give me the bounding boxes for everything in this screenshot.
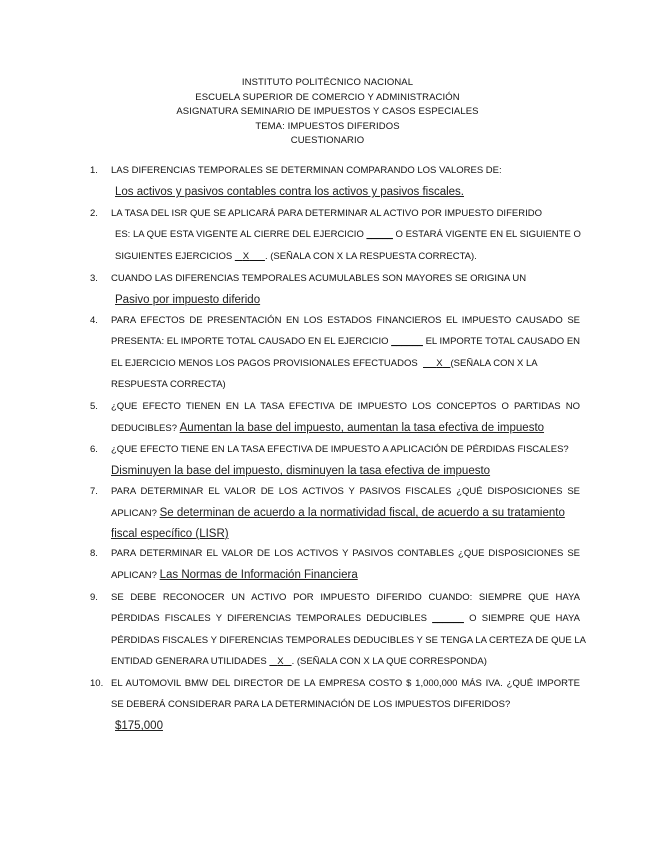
answer-blank: ______ bbox=[391, 336, 423, 347]
question-text: O SIEMPRE QUE HAYA bbox=[469, 613, 581, 624]
question-text: . (SEÑALA CON X LA QUE CORRESPONDA) bbox=[291, 656, 487, 667]
answer-mark: X bbox=[277, 656, 284, 667]
answer-text: Se determinan de acuerdo a la normatividad fiscal, de acuerdo a su tratamiento bbox=[159, 507, 565, 519]
answer-blank: _____ bbox=[366, 229, 393, 240]
question-text: SIGUIENTES EJERCICIOS bbox=[115, 251, 233, 262]
question-text: PARA EFECTOS DE PRESENTACIÓN EN LOS ESTADOS FINANCIEROS EL IMPUESTO CAUSADO SE bbox=[111, 315, 580, 326]
question-text: PRESENTA: EL IMPORTE TOTAL CAUSADO EN EL EJERCICIO bbox=[111, 336, 389, 347]
question-number: 3. bbox=[90, 273, 98, 284]
question-number: 6. bbox=[90, 444, 98, 455]
question-number: 7. bbox=[90, 486, 98, 497]
question-text: RESPUESTA CORRECTA) bbox=[111, 379, 226, 390]
question-text: PARA DETERMINAR EL VALOR DE LOS ACTIVOS Y PASIVOS CONTABLES ¿QUE DISPOSICIONES SE bbox=[111, 548, 580, 559]
question-text: ¿QUE EFECTO TIENE EN LA TASA EFECTIVA DE IMPUESTO A APLICACIÓN DE PÉRDIDAS FISCALES? bbox=[111, 444, 569, 455]
question-number: 1. bbox=[90, 165, 98, 176]
question-number: 4. bbox=[90, 315, 98, 326]
answer-mark: X bbox=[242, 251, 250, 262]
answer-blank-marked bbox=[235, 251, 265, 262]
question-text: LA TASA DEL ISR QUE SE APLICARÁ PARA DETERMINAR AL ACTIVO POR IMPUESTO DIFERIDO bbox=[111, 208, 542, 219]
question-text: EL AUTOMOVIL BMW DEL DIRECTOR DE LA EMPRESA COSTO $ 1,000,000 MÁS IVA. ¿QUÉ IMPORTE bbox=[111, 678, 580, 689]
question-text: LAS DIFERENCIAS TEMPORALES SE DETERMINAN COMPARANDO LOS VALORES DE: bbox=[111, 165, 502, 176]
question-text: PÉRDIDAS FISCALES Y DIFERENCIAS TEMPORALES DEDUCIBLES Y SE TENGA LA CERTEZA DE QUE LA bbox=[111, 635, 586, 646]
question-text: ¿QUE EFECTO TIENEN EN LA TASA EFECTIVA DE IMPUESTO LOS CONCEPTOS O PARTIDAS NO bbox=[111, 401, 580, 412]
question-text: PARA DETERMINAR EL VALOR DE LOS ACTIVOS Y PASIVOS FISCALES ¿QUÉ DISPOSICIONES SE bbox=[111, 486, 580, 497]
question-text: EL IMPORTE TOTAL CAUSADO EN bbox=[425, 336, 581, 347]
answer-text: Aumentan la base del impuesto, aumentan la tasa efectiva de impuesto bbox=[179, 422, 545, 434]
answer-text: $175,000 bbox=[115, 720, 163, 732]
topic-title: TEMA: IMPUESTOS DIFERIDOS bbox=[255, 120, 400, 132]
answer-text: Las Normas de Información Financiera bbox=[159, 569, 358, 581]
question-text: APLICAN? bbox=[111, 570, 157, 581]
question-text: O ESTARÁ VIGENTE EN EL SIGUIENTE O bbox=[395, 229, 581, 240]
question-number: 5. bbox=[90, 401, 98, 412]
answer-blank-marked bbox=[423, 358, 450, 369]
answer-blank-marked bbox=[269, 656, 291, 667]
answer-text: Disminuyen la base del impuesto, disminuyen la tasa efectiva de impuesto bbox=[111, 465, 491, 477]
question-number: 2. bbox=[90, 208, 98, 219]
question-text: PÉRDIDAS FISCALES Y DIFERENCIAS TEMPORALES DEDUCIBLES bbox=[111, 613, 427, 624]
question-text: SE DEBERÁ CONSIDERAR PARA LA DETERMINACIÓN DE LOS IMPUESTOS DIFERIDOS? bbox=[111, 699, 511, 710]
question-text: EL EJERCICIO MENOS LOS PAGOS PROVISIONALES EFECTUADOS bbox=[111, 358, 418, 369]
questionnaire-title: CUESTIONARIO bbox=[290, 135, 365, 146]
course-name: ASIGNATURA SEMINARIO DE IMPUESTOS Y CASOS ESPECIALES bbox=[176, 106, 479, 117]
answer-text-continued: fiscal específico (LISR) bbox=[111, 528, 229, 540]
question-number: 8. bbox=[90, 548, 98, 559]
question-number: 10. bbox=[90, 678, 104, 689]
question-text: . (SEÑALA CON X LA RESPUESTA CORRECTA). bbox=[264, 251, 477, 262]
question-text: DEDUCIBLES? bbox=[111, 423, 177, 434]
question-text: SE DEBE RECONOCER UN ACTIVO POR IMPUESTO DIFERIDO CUANDO: SIEMPRE QUE HAYA bbox=[111, 592, 580, 603]
question-text: APLICAN? bbox=[111, 508, 157, 519]
question-text: CUANDO LAS DIFERENCIAS TEMPORALES ACUMULABLES SON MAYORES SE ORIGINA UN bbox=[111, 273, 527, 284]
question-text: (SEÑALA CON X LA bbox=[450, 358, 538, 369]
answer-text: Los activos y pasivos contables contra los activos y pasivos fiscales. bbox=[115, 186, 464, 198]
question-number: 9. bbox=[90, 592, 98, 603]
document-header bbox=[0, 76, 655, 149]
question-text: ENTIDAD GENERARA UTILIDADES bbox=[111, 656, 267, 667]
answer-blank: ______ bbox=[432, 613, 464, 624]
school-name: ESCUELA SUPERIOR DE COMERCIO Y ADMINISTRACIÓN bbox=[195, 91, 460, 103]
answer-text: Pasivo por impuesto diferido bbox=[115, 294, 261, 306]
answer-mark: X bbox=[436, 358, 443, 369]
question-text: ES: LA QUE ESTA VIGENTE AL CIERRE DEL EJERCICIO bbox=[115, 229, 364, 240]
institution-name: INSTITUTO POLITÉCNICO NACIONAL bbox=[241, 77, 414, 88]
